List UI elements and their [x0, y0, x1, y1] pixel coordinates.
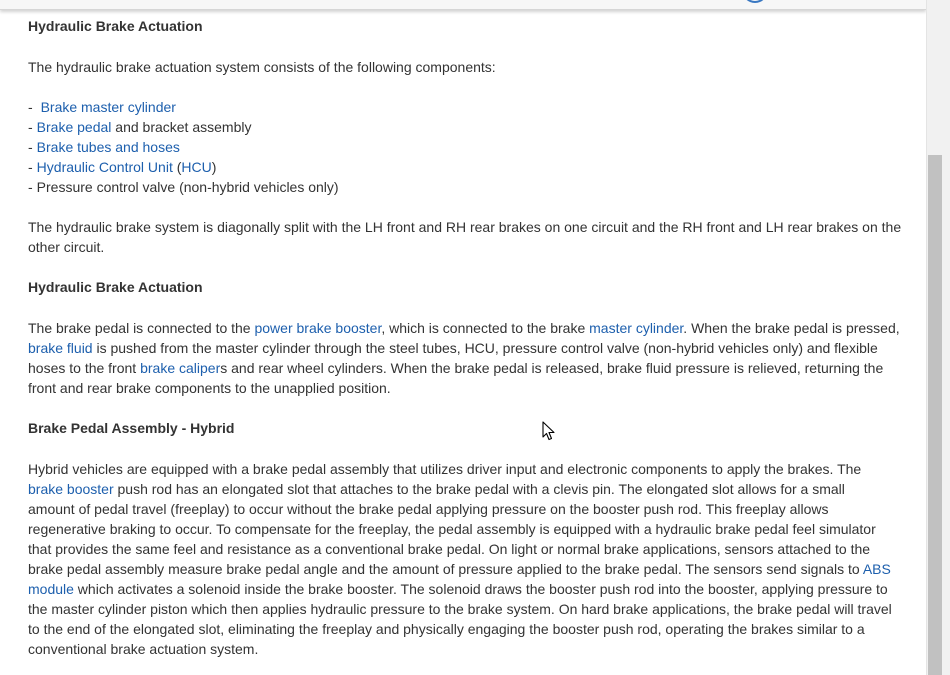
- hybrid-paragraph-line: amount of pedal travel (freeplay) to occur without the brake pedal applying pressure on the booster push rod. This freeplay allows: [28, 501, 829, 517]
- mouse-cursor-icon: [542, 421, 556, 442]
- link-brake-tubes-and-hoses[interactable]: Brake tubes and hoses: [36, 139, 180, 155]
- link-master-cylinder[interactable]: master cylinder: [589, 320, 684, 336]
- actuation-paragraph-line: [28, 338, 878, 358]
- hybrid-paragraph-line: the master cylinder piston which then applies hydraulic pressure to the brake system. On hard brake applications, the brake pedal will travel: [28, 601, 892, 617]
- hybrid-paragraph-line: Hybrid vehicles are equipped with a brake pedal assembly that utilizes driver input and electronic components to apply the brakes. The: [28, 461, 862, 477]
- link-brake-master-cylinder[interactable]: Brake master cylinder: [40, 99, 176, 115]
- section-heading-hydraulic-brake-actuation: Hydraulic Brake Actuation: [28, 18, 203, 34]
- list-item: [28, 97, 176, 117]
- link-brake-pedal[interactable]: Brake pedal: [36, 119, 112, 135]
- link-module[interactable]: module: [28, 581, 74, 597]
- link-brake-booster[interactable]: brake booster: [28, 481, 114, 497]
- list-item: [28, 177, 339, 197]
- hybrid-paragraph-line: that provides the same feel and resistance as a conventional brake pedal. On light or normal brake applications, sensors attached to the: [28, 541, 871, 557]
- bullet: -: [28, 139, 33, 155]
- hybrid-paragraph-line: [28, 479, 845, 499]
- text: hoses to the front: [28, 360, 141, 376]
- link-abs[interactable]: ABS: [862, 561, 891, 577]
- intro-paragraph: The hydraulic brake actuation system consists of the following components:: [28, 59, 496, 75]
- list-item: [28, 137, 180, 157]
- split-paragraph-line: other circuit.: [28, 239, 105, 255]
- scrollbar-thumb[interactable]: [928, 155, 942, 675]
- split-paragraph-line: The hydraulic brake system is diagonally split with the LH front and RH rear brakes on one circuit and the RH front and LH rear brakes on the: [28, 219, 902, 235]
- actuation-paragraph-line: [28, 358, 883, 378]
- hybrid-paragraph-line: regenerative braking to occur. To compensate for the freeplay, the pedal assembly is equipped with a hydraulic brake pedal feel simulator: [28, 521, 876, 537]
- list-item-text: and bracket assembly: [111, 119, 252, 135]
- bullet: -: [28, 159, 33, 175]
- actuation-paragraph-line: [28, 318, 900, 338]
- text: which activates a solenoid inside the brake booster. The solenoid draws the booster push rod into the booster, applying pressure to: [73, 581, 888, 597]
- text: is pushed from the master cylinder through the steel tubes, HCU, pressure control valve (non-hybrid vehicles only) and flexible: [92, 340, 878, 356]
- text: . When the brake pedal is pressed,: [683, 320, 900, 336]
- text: s and rear wheel cylinders. When the brake pedal is released, brake fluid pressure is relieved, returning the: [220, 360, 884, 376]
- list-item: [28, 157, 216, 177]
- actuation-paragraph-line: front and rear brake components to the unapplied position.: [28, 380, 391, 396]
- text: , which is connected to the brake: [381, 320, 590, 336]
- bullet: -: [28, 179, 33, 195]
- link-power-brake-booster[interactable]: power brake booster: [254, 320, 382, 336]
- list-item-text: (: [172, 159, 182, 175]
- bullet: -: [28, 119, 33, 135]
- text: brake pedal assembly measure brake pedal angle and the amount of pressure applied to the brake pedal. The sensors send signals to: [28, 561, 863, 577]
- list-item: [28, 117, 251, 137]
- top-toolbar: [0, 0, 926, 10]
- link-hcu[interactable]: HCU: [181, 159, 212, 175]
- text: push rod has an elongated slot that attaches to the brake pedal with a clevis pin. The elongated slot allows for a small: [113, 481, 845, 497]
- list-item-text: Pressure control valve (non-hybrid vehicles only): [36, 179, 339, 195]
- section-heading-hydraulic-brake-actuation-2: Hydraulic Brake Actuation: [28, 279, 203, 295]
- link-brake-caliper[interactable]: brake caliper: [140, 360, 221, 376]
- text: The brake pedal is connected to the: [28, 320, 255, 336]
- section-heading-brake-pedal-assembly-hybrid: Brake Pedal Assembly - Hybrid: [28, 420, 235, 436]
- hybrid-paragraph-line: [28, 559, 891, 579]
- hybrid-paragraph-line: [28, 579, 888, 599]
- bullet: -: [28, 99, 33, 115]
- link-hydraulic-control-unit[interactable]: Hydraulic Control Unit: [36, 159, 173, 175]
- link-brake-fluid[interactable]: brake fluid: [28, 340, 93, 356]
- hybrid-paragraph-line: to the end of the elongated slot, eliminating the freeplay and physically engaging the booster push rod, operating the brakes similar to a: [28, 621, 865, 637]
- circle-icon[interactable]: [742, 0, 768, 3]
- list-item-text: ): [211, 159, 217, 175]
- hybrid-paragraph-line: conventional brake actuation system.: [28, 641, 259, 657]
